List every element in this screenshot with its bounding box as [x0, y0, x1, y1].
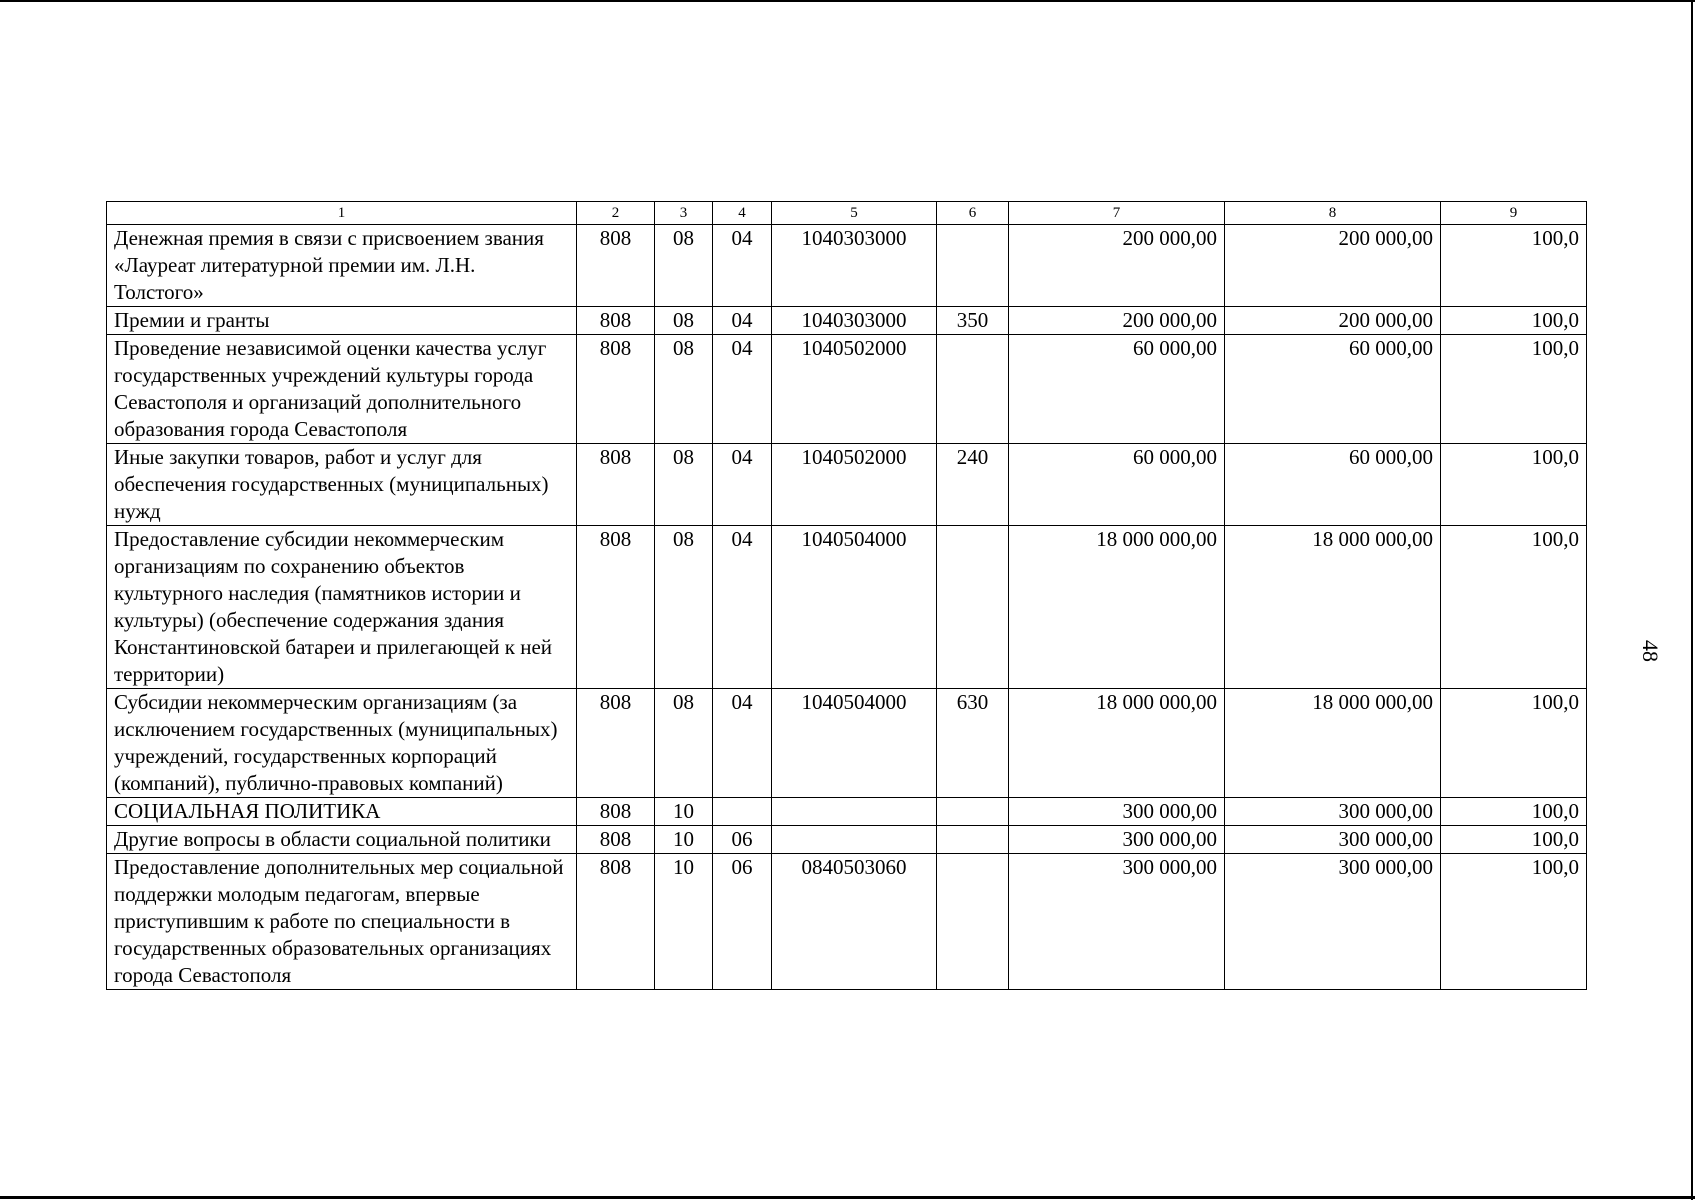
header-cell: 5 — [772, 202, 937, 225]
cell-col5: 0840503060 — [772, 854, 937, 990]
cell-col7: 300 000,00 — [1009, 798, 1225, 826]
cell-col6 — [937, 225, 1009, 307]
row-name: Другие вопросы в области социальной политики — [107, 826, 577, 854]
cell-col9: 100,0 — [1441, 798, 1587, 826]
header-cell: 8 — [1225, 202, 1441, 225]
cell-col4: 04 — [713, 526, 772, 689]
cell-col5 — [772, 826, 937, 854]
cell-col5: 1040502000 — [772, 335, 937, 444]
cell-col8: 18 000 000,00 — [1225, 689, 1441, 798]
cell-col8: 300 000,00 — [1225, 826, 1441, 854]
cell-col8: 200 000,00 — [1225, 225, 1441, 307]
cell-col5: 1040303000 — [772, 307, 937, 335]
cell-col3: 08 — [655, 444, 713, 526]
cell-col7: 300 000,00 — [1009, 854, 1225, 990]
cell-col3: 08 — [655, 225, 713, 307]
cell-col9: 100,0 — [1441, 307, 1587, 335]
cell-col2: 808 — [577, 225, 655, 307]
cell-col7: 60 000,00 — [1009, 444, 1225, 526]
cell-col5: 1040303000 — [772, 225, 937, 307]
cell-col9: 100,0 — [1441, 444, 1587, 526]
row-name: Предоставление субсидии некоммерческим организациям по сохранению объектов культурного наследия (памятников истории и культуры) (обеспечение содержания здания Константиновской батареи и прилегающей к ней территории) — [107, 526, 577, 689]
cell-col3: 10 — [655, 798, 713, 826]
table-row — [107, 307, 1587, 335]
cell-col6 — [937, 826, 1009, 854]
cell-col6 — [937, 798, 1009, 826]
cell-col2: 808 — [577, 689, 655, 798]
cell-col4: 04 — [713, 225, 772, 307]
cell-col3: 10 — [655, 854, 713, 990]
row-name: Иные закупки товаров, работ и услуг для обеспечения государственных (муниципальных) нужд — [107, 444, 577, 526]
cell-col7: 60 000,00 — [1009, 335, 1225, 444]
header-cell: 3 — [655, 202, 713, 225]
cell-col7: 200 000,00 — [1009, 307, 1225, 335]
cell-col9: 100,0 — [1441, 689, 1587, 798]
row-name: СОЦИАЛЬНАЯ ПОЛИТИКА — [107, 798, 577, 826]
cell-col6: 350 — [937, 307, 1009, 335]
header-cell: 7 — [1009, 202, 1225, 225]
cell-col8: 18 000 000,00 — [1225, 526, 1441, 689]
table-row — [107, 798, 1587, 826]
cell-col4: 06 — [713, 826, 772, 854]
cell-col4: 04 — [713, 444, 772, 526]
header-cell: 4 — [713, 202, 772, 225]
cell-col4: 04 — [713, 335, 772, 444]
column-number-header — [107, 202, 1587, 225]
cell-col3: 08 — [655, 689, 713, 798]
cell-col6: 240 — [937, 444, 1009, 526]
row-name: Субсидии некоммерческим организациям (за исключением государственных (муниципальных) учреждений, государственных корпораций (компаний), публично-правовых компаний) — [107, 689, 577, 798]
cell-col8: 200 000,00 — [1225, 307, 1441, 335]
row-name: Денежная премия в связи с присвоением звания «Лауреат литературной премии им. Л.Н. Толстого» — [107, 225, 577, 307]
cell-col8: 300 000,00 — [1225, 798, 1441, 826]
cell-col2: 808 — [577, 335, 655, 444]
cell-col9: 100,0 — [1441, 826, 1587, 854]
cell-col2: 808 — [577, 826, 655, 854]
cell-col3: 08 — [655, 307, 713, 335]
cell-col5: 1040502000 — [772, 444, 937, 526]
table-row — [107, 526, 1587, 689]
cell-col8: 300 000,00 — [1225, 854, 1441, 990]
table-row — [107, 444, 1587, 526]
header-cell: 2 — [577, 202, 655, 225]
cell-col3: 10 — [655, 826, 713, 854]
cell-col9: 100,0 — [1441, 854, 1587, 990]
row-name: Предоставление дополнительных мер социальной поддержки молодым педагогам, впервые приступившим к работе по специальности в государственных образовательных организациях города Севастополя — [107, 854, 577, 990]
scan-top-edge — [0, 0, 1695, 2]
cell-col9: 100,0 — [1441, 526, 1587, 689]
scan-bottom-edge — [0, 1196, 1695, 1199]
table-row — [107, 225, 1587, 307]
row-name: Проведение независимой оценки качества услуг государственных учреждений культуры города Севастополя и организаций дополнительного образования города Севастополя — [107, 335, 577, 444]
table-row — [107, 826, 1587, 854]
cell-col7: 18 000 000,00 — [1009, 526, 1225, 689]
table-row — [107, 689, 1587, 798]
cell-col5 — [772, 798, 937, 826]
cell-col5: 1040504000 — [772, 689, 937, 798]
cell-col7: 300 000,00 — [1009, 826, 1225, 854]
cell-col3: 08 — [655, 335, 713, 444]
page-number: 48 — [1638, 640, 1663, 662]
cell-col2: 808 — [577, 307, 655, 335]
budget-table — [106, 201, 1587, 990]
cell-col4: 04 — [713, 689, 772, 798]
cell-col5: 1040504000 — [772, 526, 937, 689]
cell-col7: 200 000,00 — [1009, 225, 1225, 307]
header-cell: 6 — [937, 202, 1009, 225]
header-cell: 9 — [1441, 202, 1587, 225]
cell-col6 — [937, 854, 1009, 990]
table-row — [107, 854, 1587, 990]
cell-col9: 100,0 — [1441, 225, 1587, 307]
cell-col2: 808 — [577, 854, 655, 990]
cell-col6 — [937, 526, 1009, 689]
cell-col9: 100,0 — [1441, 335, 1587, 444]
cell-col2: 808 — [577, 798, 655, 826]
cell-col6: 630 — [937, 689, 1009, 798]
cell-col4: 06 — [713, 854, 772, 990]
cell-col6 — [937, 335, 1009, 444]
cell-col8: 60 000,00 — [1225, 335, 1441, 444]
row-name: Премии и гранты — [107, 307, 577, 335]
cell-col2: 808 — [577, 444, 655, 526]
header-cell: 1 — [107, 202, 577, 225]
cell-col4 — [713, 798, 772, 826]
table-row — [107, 335, 1587, 444]
cell-col2: 808 — [577, 526, 655, 689]
cell-col8: 60 000,00 — [1225, 444, 1441, 526]
cell-col3: 08 — [655, 526, 713, 689]
cell-col7: 18 000 000,00 — [1009, 689, 1225, 798]
scan-right-edge — [1691, 0, 1693, 1200]
cell-col4: 04 — [713, 307, 772, 335]
